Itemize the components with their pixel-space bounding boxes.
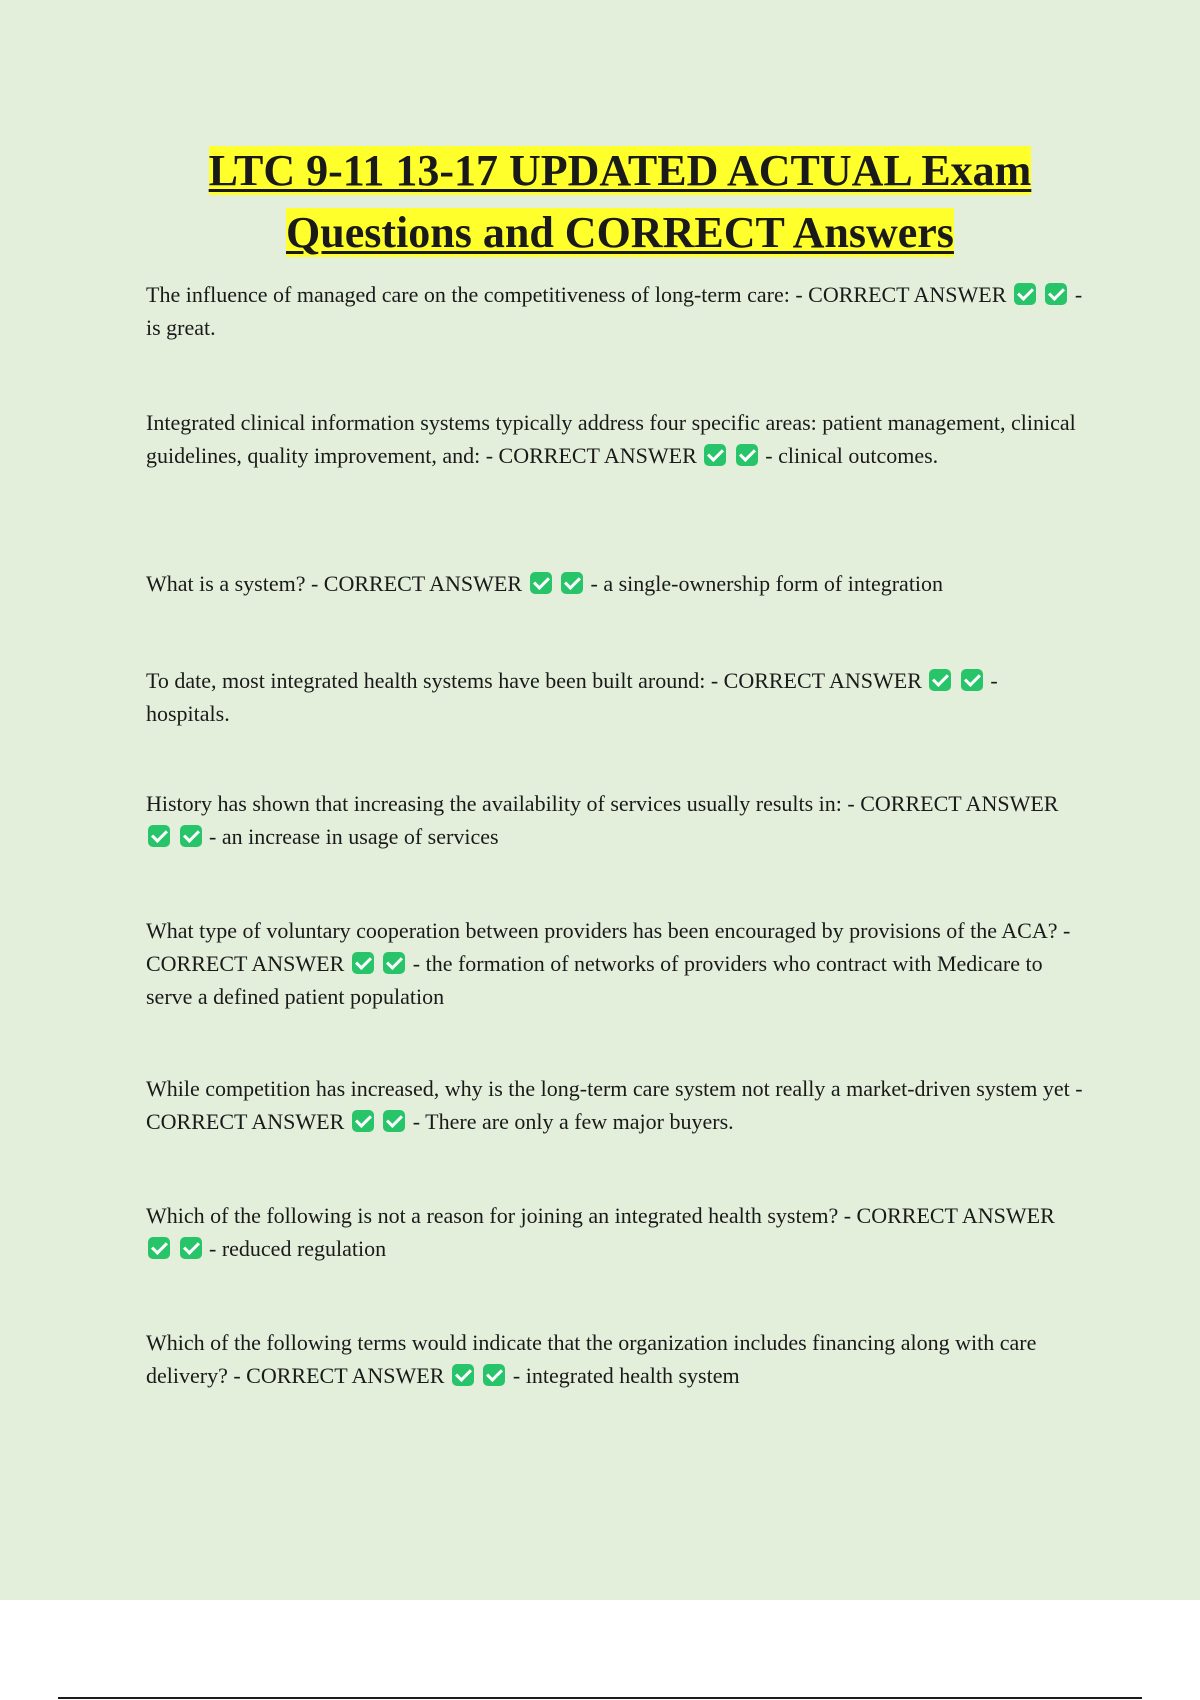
checkmark-icon xyxy=(352,952,374,974)
footer-divider xyxy=(58,1697,1142,1699)
question-text: What type of voluntary cooperation between providers has been encouraged by provisions of the ACA? - CORRECT ANSWER xyxy=(146,918,1071,976)
question-text: Which of the following is not a reason for joining an integrated health system? - CORRECT ANSWER xyxy=(146,1203,1055,1228)
qa-item xyxy=(146,914,1086,1013)
qa-item xyxy=(146,278,1086,344)
document-title xyxy=(0,140,1200,264)
title-line-2: Questions and CORRECT Answers xyxy=(286,208,954,257)
checkmark-icon xyxy=(704,444,726,466)
checkmark-icon xyxy=(383,1110,405,1132)
answer-text: - a single-ownership form of integration xyxy=(590,571,944,596)
answer-text: - an increase in usage of services xyxy=(209,824,499,849)
answer-text: - the formation of networks of providers who contract with Medicare to serve a defined patient population xyxy=(146,951,1043,1009)
answer-text: - clinical outcomes. xyxy=(765,443,939,468)
qa-item xyxy=(146,567,1086,600)
qa-item xyxy=(146,787,1086,853)
title-line-1: LTC 9-11 13-17 UPDATED ACTUAL Exam xyxy=(208,146,1032,195)
checkmark-icon xyxy=(180,1237,202,1259)
qa-item xyxy=(146,1072,1086,1138)
checkmark-icon xyxy=(561,572,583,594)
checkmark-icon xyxy=(180,825,202,847)
qa-item xyxy=(146,406,1086,472)
checkmark-icon xyxy=(383,952,405,974)
checkmark-icon xyxy=(148,1237,170,1259)
checkmark-icon xyxy=(352,1110,374,1132)
checkmark-icon xyxy=(148,825,170,847)
checkmark-icon xyxy=(1045,283,1067,305)
question-text: The influence of managed care on the competitiveness of long-term care: - CORRECT ANSWER xyxy=(146,282,1007,307)
answer-text: - integrated health system xyxy=(512,1363,740,1388)
checkmark-icon xyxy=(452,1364,474,1386)
question-text: What is a system? - CORRECT ANSWER xyxy=(146,571,523,596)
qa-item xyxy=(146,664,1086,730)
qa-item xyxy=(146,1199,1086,1265)
question-text: Which of the following terms would indicate that the organization includes financing along with care delivery? - CORRECT ANSWER xyxy=(146,1330,1037,1388)
checkmark-icon xyxy=(736,444,758,466)
answer-text: - hospitals. xyxy=(146,668,998,726)
checkmark-icon xyxy=(1014,283,1036,305)
question-text: To date, most integrated health systems have been built around: - CORRECT ANSWER xyxy=(146,668,922,693)
question-text: History has shown that increasing the availability of services usually results in: - CORRECT ANSWER xyxy=(146,791,1059,816)
checkmark-icon xyxy=(483,1364,505,1386)
question-text: Integrated clinical information systems typically address four specific areas: patient management, clinical guidelines, quality improvement, and: - CORRECT ANSWER xyxy=(146,410,1076,468)
qa-item xyxy=(146,1326,1086,1392)
answer-text: - There are only a few major buyers. xyxy=(412,1109,734,1134)
question-text: While competition has increased, why is the long-term care system not really a market-driven system yet - CORRECT ANSWER xyxy=(146,1076,1083,1134)
checkmark-icon xyxy=(929,669,951,691)
answer-text: - is great. xyxy=(146,282,1083,340)
answer-text: - reduced regulation xyxy=(209,1236,387,1261)
checkmark-icon xyxy=(961,669,983,691)
checkmark-icon xyxy=(530,572,552,594)
